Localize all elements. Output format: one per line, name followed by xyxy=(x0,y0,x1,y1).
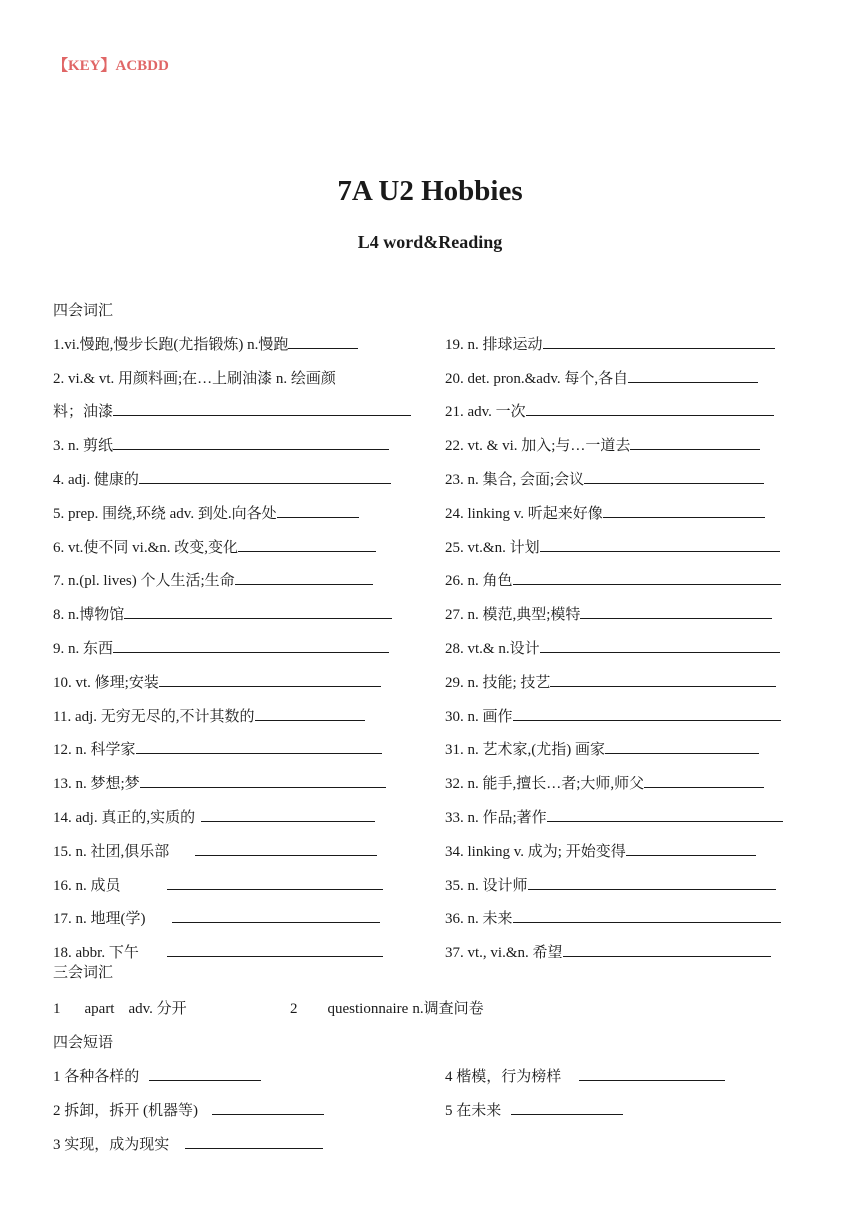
vocab-item: 14. adj. 真正的,实质的 xyxy=(53,807,375,829)
vocab-item: 21. adv. 一次 xyxy=(445,401,774,423)
vocab-item: 1.vi.慢跑,慢步长跑(尤指锻炼) n.慢跑 xyxy=(53,334,358,356)
vocab-item: 16. n. 成员 xyxy=(53,875,383,897)
vocab-item: 25. vt.&n. 计划 xyxy=(445,537,780,559)
vocab-item: 13. n. 梦想;梦 xyxy=(53,773,386,795)
vocab-item: 34. linking v. 成为; 开始变得 xyxy=(445,841,756,863)
vocab-item: 5. prep. 围绕,环绕 adv. 到处.向各处 xyxy=(53,503,359,525)
vocab-item: 12. n. 科学家 xyxy=(53,739,382,761)
page-subtitle: L4 word&Reading xyxy=(357,232,503,252)
vocab-item: 28. vt.& n.设计 xyxy=(445,638,780,660)
vocab-item: 7. n.(pl. lives) 个人生活;生命 xyxy=(53,570,373,592)
vocab-item: 10. vt. 修理;安装 xyxy=(53,672,381,694)
vocab-item: 24. linking v. 听起来好像 xyxy=(445,503,765,525)
vocab-item: 22. vt. & vi. 加入;与…一道去 xyxy=(445,435,760,457)
vocab-item: 36. n. 未来 xyxy=(445,908,781,930)
vocab-item: 9. n. 东西 xyxy=(53,638,389,660)
phrase-item: 1 各种各样的 xyxy=(53,1066,261,1088)
phrase-item: 5 在未来 xyxy=(445,1100,623,1122)
vocab-item: 33. n. 作品;著作 xyxy=(445,807,783,829)
vocab-item: 20. det. pron.&adv. 每个,各自 xyxy=(445,368,758,390)
section-four-vocab-heading: 四会词汇 xyxy=(53,303,114,319)
answer-key: 【KEY】ACBDD xyxy=(53,58,169,74)
vocab-item: 23. n. 集合, 会面;会议 xyxy=(445,469,764,491)
vocab-item: 15. n. 社团,俱乐部 xyxy=(53,841,377,863)
vocab-item: 料；油漆 xyxy=(53,401,411,423)
vocab-item: 26. n. 角色 xyxy=(445,570,781,592)
vocab-item: 37. vt., vi.&n. 希望 xyxy=(445,942,771,964)
vocab-item: 19. n. 排球运动 xyxy=(445,334,775,356)
section-phrases-heading: 四会短语 xyxy=(53,1035,114,1051)
phrase-item: 4 楷模，行为榜样 xyxy=(445,1066,725,1088)
vocab-item: 8. n.博物馆 xyxy=(53,604,392,626)
vocab-item: 35. n. 设计师 xyxy=(445,875,776,897)
vocab-item: 29. n. 技能; 技艺 xyxy=(445,672,776,694)
three-vocab-item: 2 questionnaire n.调查问卷 xyxy=(290,1001,484,1017)
vocab-item: 17. n. 地理(学) xyxy=(53,908,380,930)
phrase-item: 2 拆卸，拆开 (机器等) xyxy=(53,1100,324,1122)
page-title: 7A U2 Hobbies xyxy=(337,175,523,207)
vocab-item: 18. abbr. 下午 xyxy=(53,942,383,964)
phrase-item: 3 实现，成为现实 xyxy=(53,1134,323,1156)
vocab-item: 27. n. 模范,典型;模特 xyxy=(445,604,772,626)
vocab-item: 6. vt.使不同 vi.&n. 改变,变化 xyxy=(53,537,376,559)
three-vocab-item: 1 apart adv. 分开 xyxy=(53,1001,187,1017)
vocab-item: 2. vi.& vt. 用颜料画;在…上刷油漆 n. 绘画颜 xyxy=(53,371,336,387)
vocab-item: 30. n. 画作 xyxy=(445,706,781,728)
vocab-item: 3. n. 剪纸 xyxy=(53,435,389,457)
vocab-item: 4. adj. 健康的 xyxy=(53,469,391,491)
section-three-vocab-heading: 三会词汇 xyxy=(53,965,114,981)
vocab-item: 32. n. 能手,擅长…者;大师,师父 xyxy=(445,773,764,795)
vocab-item: 11. adj. 无穷无尽的,不计其数的 xyxy=(53,706,365,728)
vocab-item: 31. n. 艺术家,(尤指) 画家 xyxy=(445,739,759,761)
